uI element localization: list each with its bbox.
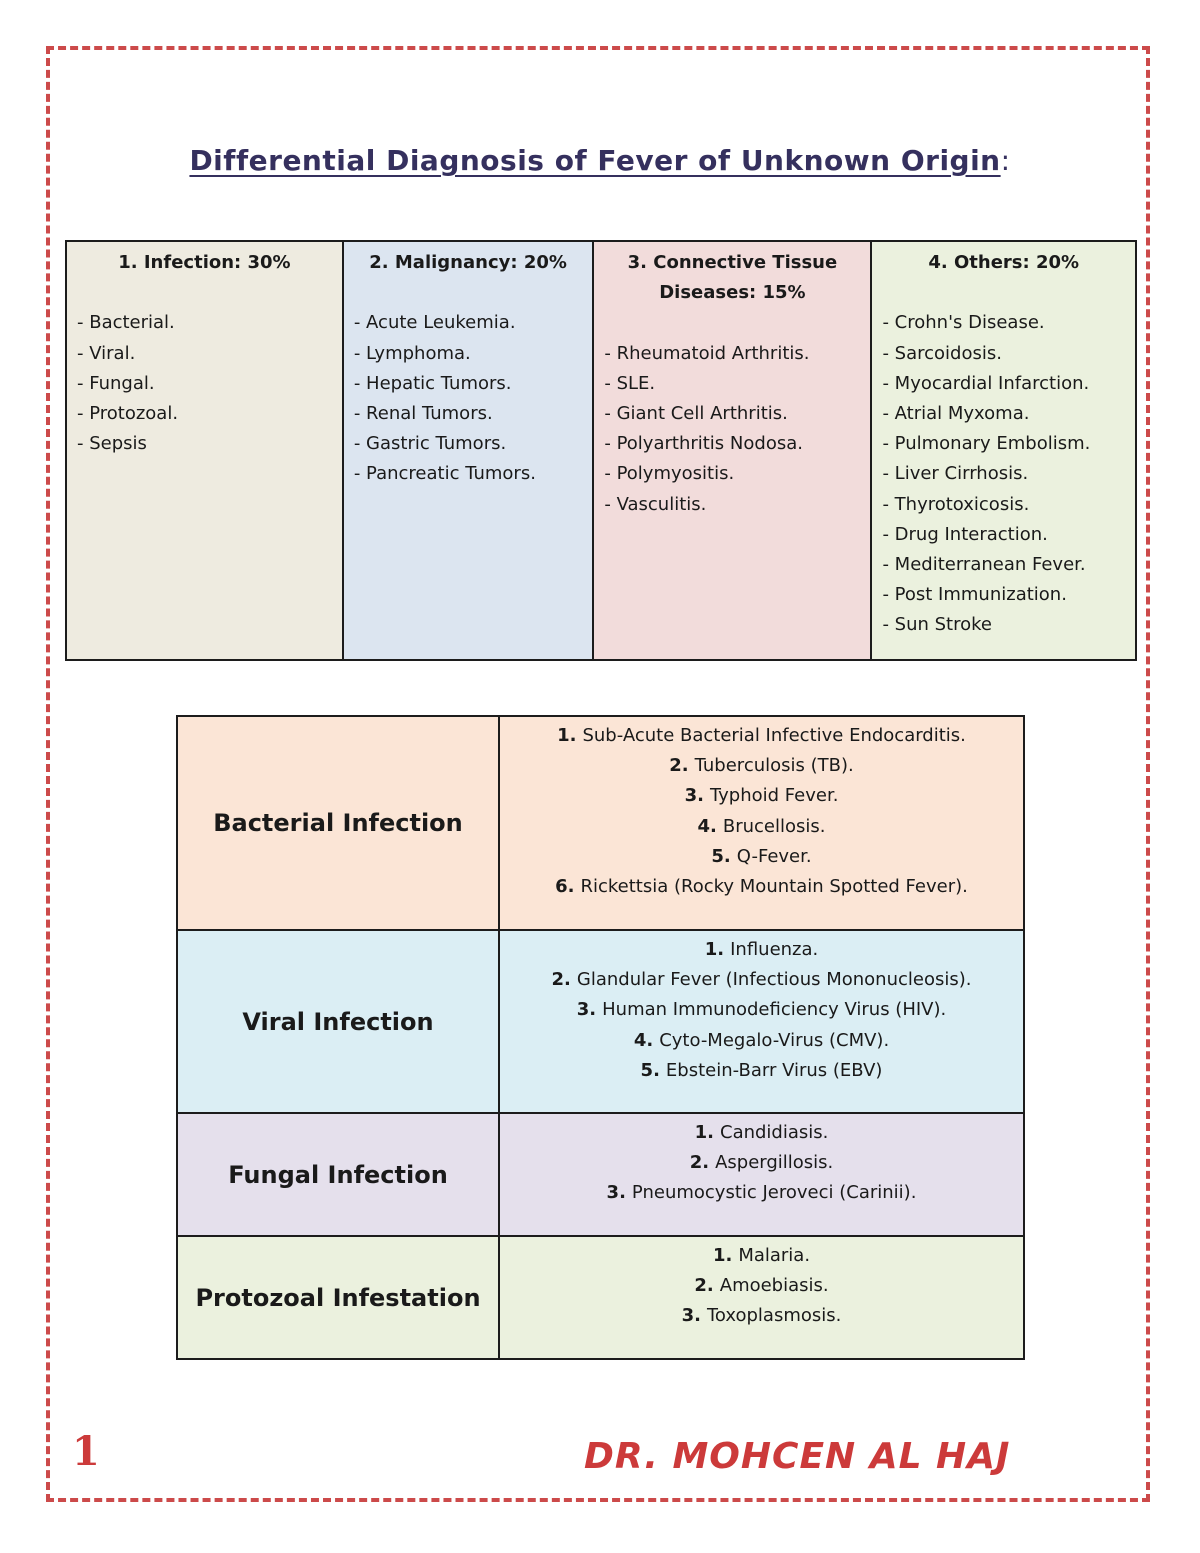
- list-item: 5. Ebstein-Barr Virus (EBV): [640, 1059, 883, 1081]
- list-item: - Mediterranean Fever.: [882, 554, 1086, 576]
- list-item: - Liver Cirrhosis.: [882, 463, 1029, 485]
- list-item: - Sepsis: [77, 433, 147, 455]
- list-item: 6. Rickettsia (Rocky Mountain Spotted Fever).: [555, 876, 968, 898]
- list-item: 3. Toxoplasmosis.: [681, 1305, 842, 1327]
- list-item: 1. Candidiasis.: [694, 1122, 829, 1143]
- list-item: - Crohn's Disease.: [882, 312, 1045, 334]
- author-signature: DR. MOHCEN AL HAJ: [584, 1436, 1011, 1477]
- category-infection: [66, 241, 343, 660]
- table-row: [177, 930, 1024, 1113]
- list-item: 1. Sub-Acute Bacterial Infective Endocarditis.: [557, 725, 966, 746]
- list-item: - Vasculitis.: [604, 493, 707, 515]
- category-heading: 4. Others: 20%: [928, 252, 1080, 273]
- list-item: - Pancreatic Tumors.: [353, 463, 536, 485]
- category-malignancy: [343, 241, 594, 660]
- list-item: - Post Immunization.: [882, 584, 1067, 606]
- category-others: [871, 241, 1136, 660]
- list-item: - Bacterial.: [77, 312, 175, 334]
- list-item: 5. Q-Fever.: [711, 845, 812, 867]
- list-item: 4. Cyto-Megalo-Virus (CMV).: [633, 1029, 890, 1051]
- list-item: - Fungal.: [77, 372, 155, 394]
- list-item: 4. Brucellosis.: [697, 815, 826, 837]
- list-item: - Sarcoidosis.: [882, 342, 1002, 364]
- list-item: 2. Amoebiasis.: [694, 1275, 829, 1297]
- list-item: 3. Pneumocystic Jeroveci (Carinii).: [606, 1182, 917, 1204]
- list-item: - Viral.: [77, 342, 136, 364]
- infections-table: [176, 715, 1025, 1360]
- list-item: - Renal Tumors.: [353, 403, 493, 424]
- row-label: Bacterial Infection: [177, 716, 499, 930]
- list-item: - Rheumatoid Arthritis.: [604, 342, 810, 364]
- list-item: 1. Influenza.: [704, 939, 819, 960]
- category-heading: 1. Infection: 30%: [118, 252, 291, 273]
- category-heading: 2. Malignancy: 20%: [369, 252, 567, 273]
- causes-table: [65, 240, 1137, 661]
- list-item: - Pulmonary Embolism.: [882, 433, 1091, 455]
- list-item: 3. Human Immunodeficiency Virus (HIV).: [576, 999, 947, 1021]
- list-item: 2. Aspergillosis.: [689, 1152, 834, 1174]
- category-heading: 3. Connective Tissue Diseases: 15%: [627, 252, 838, 304]
- list-item: 2. Tuberculosis (TB).: [669, 755, 854, 777]
- list-item: - Polymyositis.: [604, 463, 735, 485]
- list-item: - Thyrotoxicosis.: [882, 493, 1030, 515]
- list-item: 2. Glandular Fever (Infectious Mononucleosis).: [551, 969, 972, 991]
- list-item: - Hepatic Tumors.: [353, 372, 512, 394]
- row-label: Protozoal Infestation: [177, 1236, 499, 1359]
- list-item: - Polyarthritis Nodosa.: [604, 433, 803, 455]
- page-title: Differential Diagnosis of Fever of Unknown Origin:: [189, 144, 1011, 177]
- list-item: 3. Typhoid Fever.: [684, 785, 839, 807]
- table-row: [177, 1236, 1024, 1359]
- category-connective-tissue: [593, 241, 871, 660]
- list-item: 1. Malaria.: [712, 1245, 811, 1266]
- list-item: - Protozoal.: [77, 403, 179, 424]
- row-label: Fungal Infection: [177, 1113, 499, 1236]
- table-row: [177, 1113, 1024, 1236]
- list-item: - Lymphoma.: [353, 342, 471, 364]
- list-item: - Myocardial Infarction.: [882, 372, 1090, 394]
- table-row: [177, 716, 1024, 930]
- list-item: - Sun Stroke: [882, 614, 992, 636]
- list-item: - SLE.: [604, 372, 656, 394]
- list-item: - Gastric Tumors.: [353, 433, 507, 455]
- list-item: - Acute Leukemia.: [353, 312, 516, 334]
- row-label: Viral Infection: [177, 930, 499, 1113]
- list-item: - Atrial Myxoma.: [882, 403, 1030, 424]
- list-item: - Drug Interaction.: [882, 523, 1048, 545]
- page-number: 1: [72, 1428, 100, 1475]
- list-item: - Giant Cell Arthritis.: [604, 403, 788, 424]
